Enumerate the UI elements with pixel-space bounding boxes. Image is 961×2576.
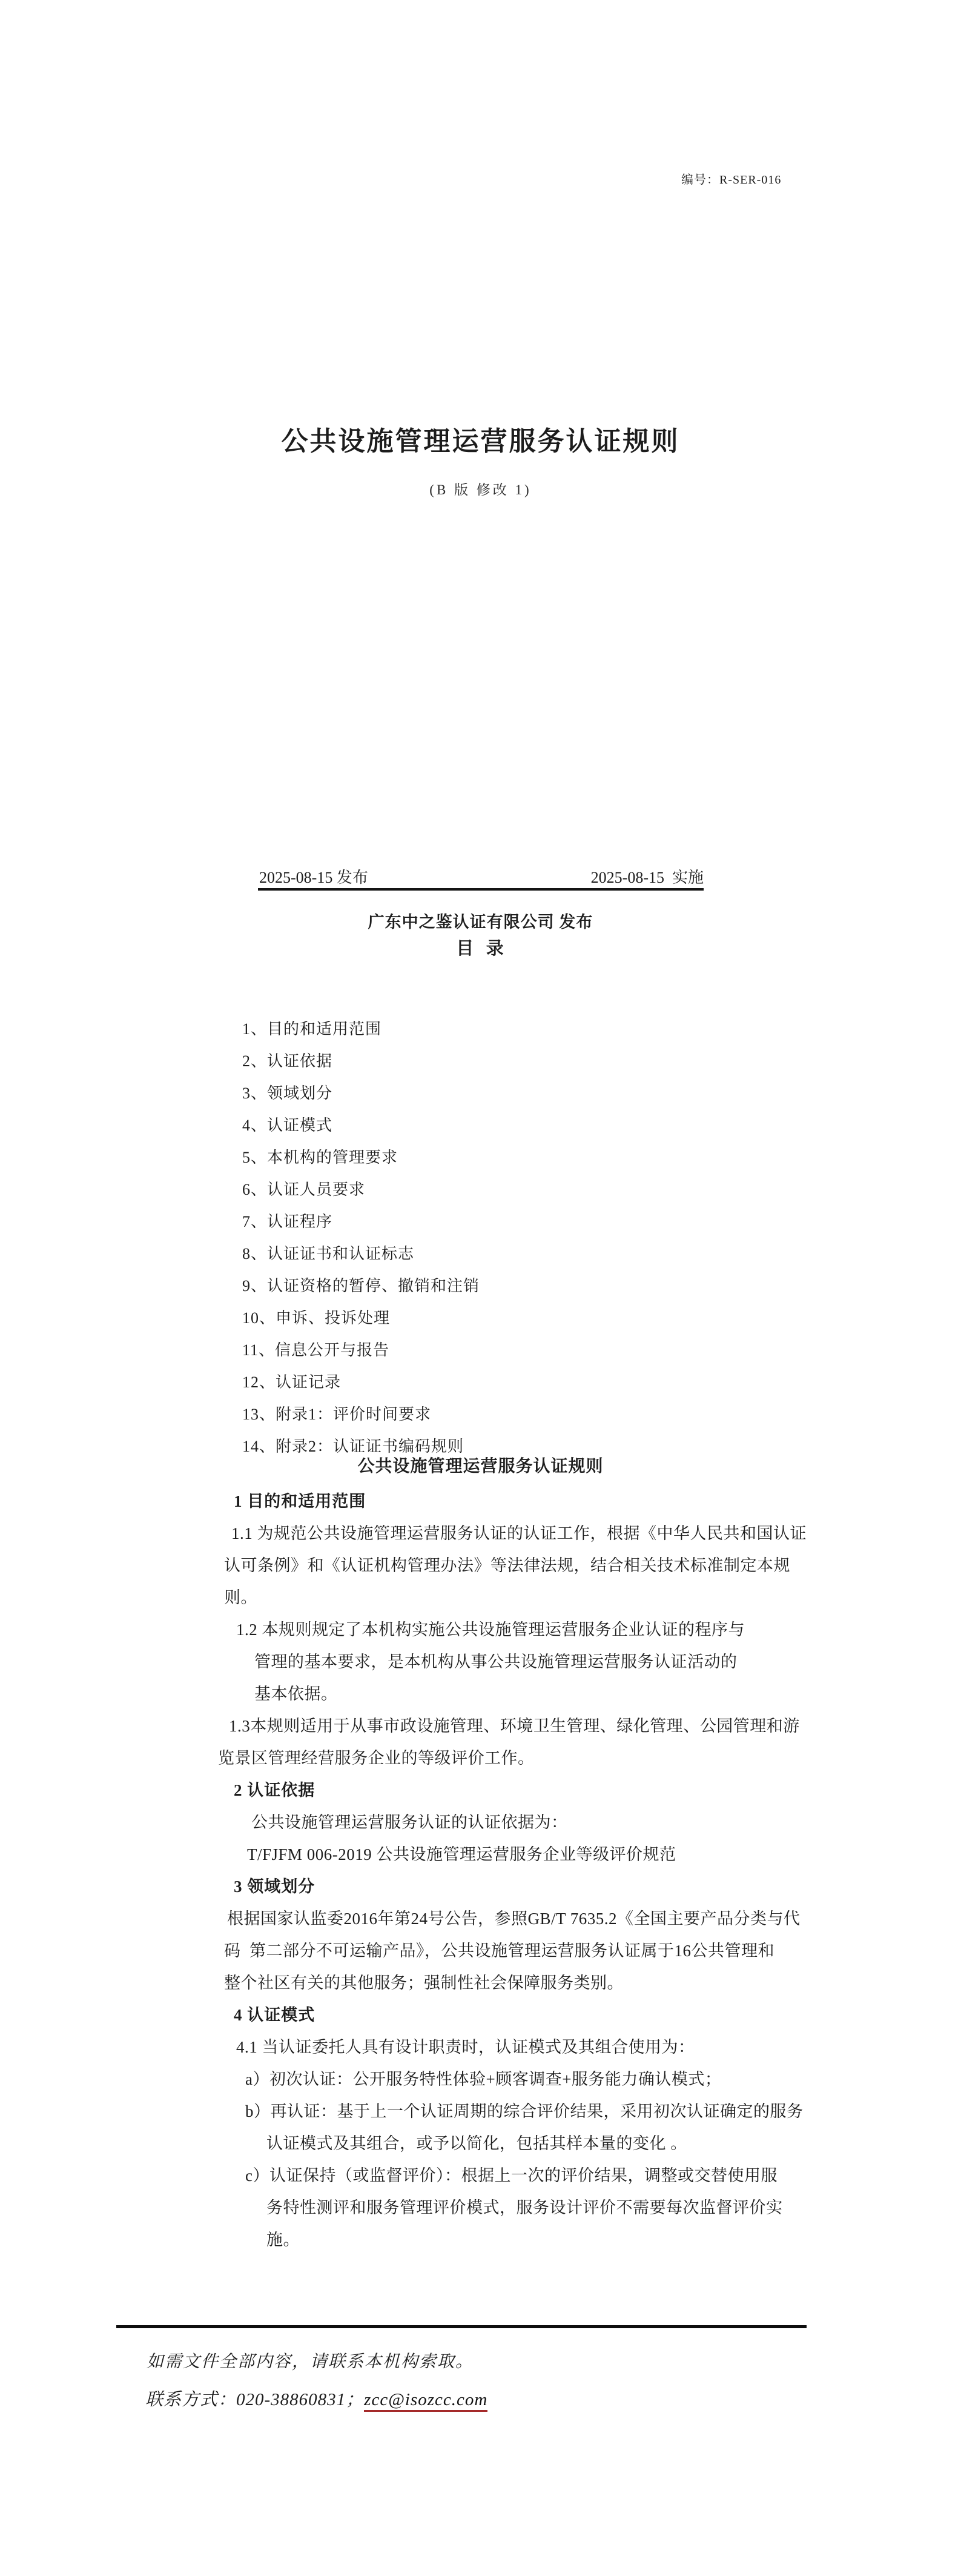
toc-item: 14、附录2：认证证书编码规则 [242,1438,464,1455]
dates-row [259,865,704,888]
toc-item: 9、认证资格的暂停、撤销和注销 [242,1277,480,1295]
toc-item: 3、领域划分 [242,1084,333,1102]
document-body [218,1486,807,2256]
doc-revision: (B 版 修改 1) [429,482,532,497]
body-title: 公共设施管理运营服务认证规则 [357,1457,604,1476]
doc-number: 编号：R-SER-016 [681,173,782,187]
header-divider [258,888,704,891]
body-line: 码 第二部分不可运输产品》，公共设施管理运营服务认证属于16公共管理和 [224,1942,774,1960]
section-heading: 4 认证模式 [234,2006,315,2024]
toc-item: 4、认证模式 [242,1117,333,1134]
toc-item: 11、信息公开与报告 [242,1341,390,1359]
footer-note: 如需文件全部内容，请联系本机构索取。 [147,2352,474,2371]
table-of-contents [242,1013,702,1462]
body-line: a）初次认证：公开服务特性体验+顾客调查+服务能力确认模式； [245,2070,722,2088]
toc-item: 7、认证程序 [242,1213,333,1230]
toc-item: 10、申诉、投诉处理 [242,1309,391,1327]
body-line: 4.1 当认证委托人具有设计职责时，认证模式及其组合使用为： [236,2038,695,2056]
footer-contact [145,2386,487,2411]
toc-item: 6、认证人员要求 [242,1181,366,1198]
body-line: 1.1 为规范公共设施管理运营服务认证的认证工作，根据《中华人民共和国认证 [231,1524,807,1542]
section-heading: 3 领域划分 [234,1877,315,1896]
body-line: 务特性测评和服务管理评价模式，服务设计评价不需要每次监督评价实 [266,2199,783,2217]
body-line: 基本依据。 [254,1685,338,1703]
toc-item: 8、认证证书和认证标志 [242,1245,415,1263]
body-line: T/FJFM 006-2019 公共设施管理运营服务企业等级评价规范 [247,1845,676,1864]
body-line: 公共设施管理运营服务认证的认证依据为： [251,1813,568,1831]
body-line: 整个社区有关的其他服务；强制性社会保障服务类别。 [224,1974,624,1992]
body-line: b）再认证：基于上一个认证周期的综合评价结果，采用初次认证确定的服务 [245,2102,804,2120]
implement-date: 2025-08-15 实施 [590,869,704,886]
body-line: c）认证保持（或监督评价）：根据上一次的评价结果，调整或交替使用服 [245,2166,778,2185]
toc-item: 1、目的和适用范围 [242,1020,382,1038]
body-line: 根据国家认监委2016年第24号公告，参照GB/T 7635.2《全国主要产品分类与代 [227,1910,801,1928]
body-line: 览景区管理经营服务企业的等级评价工作。 [218,1749,535,1767]
publisher-line: 广东中之鉴认证有限公司 发布 [368,913,593,931]
toc-item: 13、附录1：评价时间要求 [242,1406,432,1423]
body-line: 认证模式及其组合，或予以简化，包括其样本量的变化 。 [266,2134,687,2153]
body-line: 施。 [266,2231,300,2249]
section-heading: 1 目的和适用范围 [234,1492,366,1510]
toc-heading: 目 录 [456,939,505,958]
section-heading: 2 认证依据 [234,1781,315,1799]
body-line: 管理的基本要求，是本机构从事公共设施管理运营服务认证活动的 [254,1653,738,1671]
footer-divider [116,2325,807,2328]
publish-date: 2025-08-15 发布 [259,869,368,886]
toc-item: 5、本机构的管理要求 [242,1149,398,1166]
doc-title: 公共设施管理运营服务认证规则 [281,427,680,456]
footer-email-link[interactable]: zcc@isozcc.com [364,2390,487,2412]
toc-item: 12、认证记录 [242,1373,342,1391]
body-line: 1.2 本规则规定了本机构实施公共设施管理运营服务企业认证的程序与 [236,1621,745,1639]
body-line: 则。 [224,1588,257,1607]
body-line: 1.3本规则适用于从事市政设施管理、环境卫生管理、绿化管理、公园管理和游 [229,1717,800,1735]
footer-contact-prefix: 联系方式：020-38860831； [145,2390,365,2409]
body-line: 认可条例》和《认证机构管理办法》等法律法规，结合相关技术标准制定本规 [224,1556,790,1575]
toc-item: 2、认证依据 [242,1052,333,1070]
